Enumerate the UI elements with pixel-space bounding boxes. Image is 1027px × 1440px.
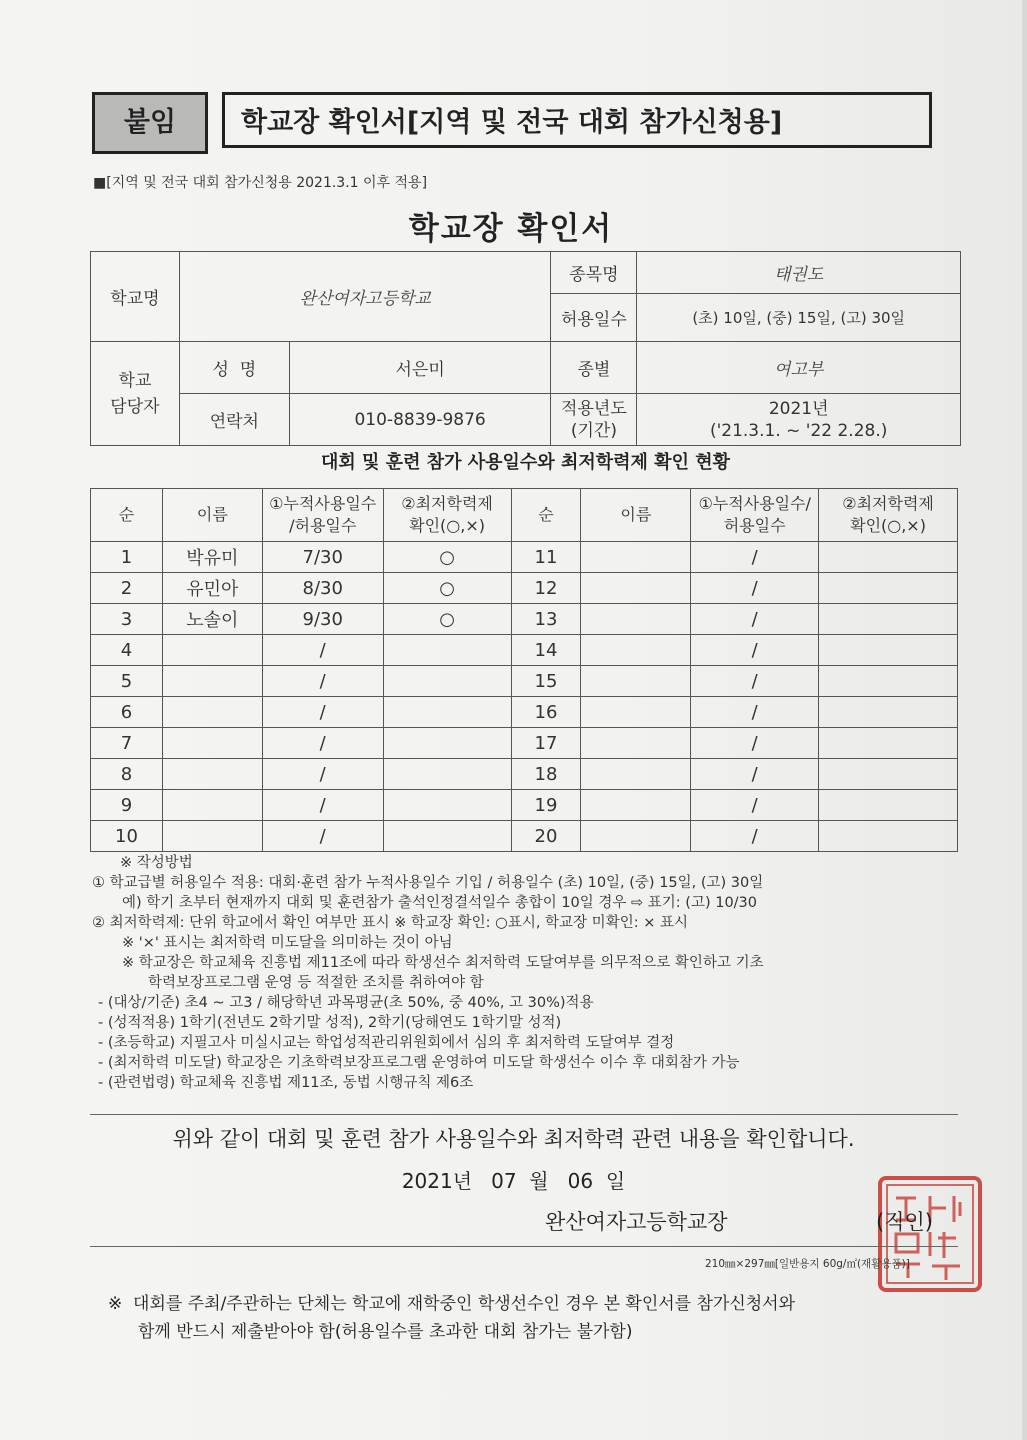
applicability-note: ■[지역 및 전국 대회 참가신청용 2021.3.1 이후 적용] bbox=[93, 175, 428, 191]
table-row bbox=[91, 821, 958, 852]
instructions bbox=[92, 853, 968, 1093]
table-row bbox=[91, 635, 958, 666]
row-number: 14 bbox=[511, 635, 581, 666]
issue-date: 2021년 07 월 06 일 bbox=[401, 1169, 626, 1193]
note-line: 예) 학기 초부터 현재까지 대회 및 훈련참가 출석인정결석일수 총합이 10일 경우 ⇨ 표기: (고) 10/30 bbox=[122, 895, 758, 911]
row-number: 18 bbox=[511, 759, 581, 790]
student-name bbox=[581, 790, 691, 821]
header-no-left: 순 bbox=[91, 489, 163, 542]
manager-label: 학교 담당자 bbox=[91, 342, 180, 446]
student-name bbox=[581, 666, 691, 697]
achievement-check bbox=[819, 790, 958, 821]
row-number: 7 bbox=[91, 728, 163, 759]
student-name: 노솔이 bbox=[162, 604, 262, 635]
days-used: 9/30 bbox=[262, 604, 383, 635]
days-used: 8/30 bbox=[262, 573, 383, 604]
school-name-value: 완산여자고등학교 bbox=[179, 252, 551, 342]
row-number: 9 bbox=[91, 790, 163, 821]
student-name bbox=[581, 697, 691, 728]
achievement-check: ○ bbox=[383, 604, 511, 635]
achievement-check bbox=[819, 604, 958, 635]
achievement-check bbox=[819, 666, 958, 697]
days-used: 7/30 bbox=[262, 542, 383, 573]
section-title: 대회 및 훈련 참가 사용일수와 최저학력제 확인 현황 bbox=[320, 452, 730, 473]
days-used: / bbox=[691, 604, 819, 635]
allowed-days-value: (초) 10일, (중) 15일, (고) 30일 bbox=[637, 294, 961, 342]
days-used: / bbox=[691, 697, 819, 728]
table-row bbox=[91, 790, 958, 821]
row-number: 2 bbox=[91, 573, 163, 604]
seal-label: (직인) bbox=[876, 1210, 933, 1234]
days-used: / bbox=[691, 573, 819, 604]
table-header-row bbox=[91, 489, 958, 542]
allowed-days-label: 허용일수 bbox=[551, 294, 637, 342]
days-used: / bbox=[262, 821, 383, 852]
category-value: 여고부 bbox=[637, 342, 961, 394]
row-number: 6 bbox=[91, 697, 163, 728]
row-number: 10 bbox=[91, 821, 163, 852]
note-line: - (최저학력 미도달) 학교장은 기초학력보장프로그램 운영하여 미도달 학생선수 이수 후 대회참가 가능 bbox=[98, 1055, 740, 1071]
row-number: 15 bbox=[511, 666, 581, 697]
student-name bbox=[581, 759, 691, 790]
header-days-left: ①누적사용일수 /허용일수 bbox=[262, 489, 383, 542]
achievement-check bbox=[819, 821, 958, 852]
student-name bbox=[581, 635, 691, 666]
school-info-table bbox=[90, 251, 961, 446]
note-line: - (성적적용) 1학기(전년도 2학기말 성적), 2학기(당해연도 1학기말 성적) bbox=[98, 1015, 562, 1031]
header-check-right: ②최저학력제 확인(○,×) bbox=[819, 489, 958, 542]
achievement-check bbox=[383, 759, 511, 790]
document-header-title: 학교장 확인서[지역 및 전국 대회 참가신청용] bbox=[222, 92, 932, 148]
student-name: 유민아 bbox=[162, 573, 262, 604]
days-used: / bbox=[691, 759, 819, 790]
achievement-check bbox=[819, 697, 958, 728]
manager-name-label: 성 명 bbox=[179, 342, 289, 394]
note-line: - (관련법령) 학교체육 진흥법 제11조, 동법 시행규칙 제6조 bbox=[98, 1075, 474, 1091]
note-line: ※ 학교장은 학교체육 진흥법 제11조에 따라 학생선수 최저학력 도달여부를 의무적으로 확인하고 기초 bbox=[122, 955, 764, 971]
days-used: / bbox=[262, 697, 383, 728]
achievement-check bbox=[383, 728, 511, 759]
row-number: 12 bbox=[511, 573, 581, 604]
achievement-check: ○ bbox=[383, 573, 511, 604]
days-used: / bbox=[262, 759, 383, 790]
contact-value: 010-8839-9876 bbox=[289, 394, 551, 446]
table-row bbox=[91, 759, 958, 790]
header-no-right: 순 bbox=[511, 489, 581, 542]
row-number: 4 bbox=[91, 635, 163, 666]
days-used: / bbox=[691, 635, 819, 666]
footer-notice bbox=[108, 1290, 795, 1346]
row-number: 8 bbox=[91, 759, 163, 790]
note-line: ① 학교급별 허용일수 적용: 대회·훈련 참가 누적사용일수 기입 / 허용일수 (초) 10일, (중) 15일, (고) 30일 bbox=[92, 875, 764, 891]
header-days-right: ①누적사용일수/ 허용일수 bbox=[691, 489, 819, 542]
table-row bbox=[91, 666, 958, 697]
table-row bbox=[91, 728, 958, 759]
contact-label: 연락처 bbox=[179, 394, 289, 446]
days-used: / bbox=[691, 790, 819, 821]
note-line: ② 최저학력제: 단위 학교에서 확인 여부만 표시 ※ 학교장 확인: ○표시, 학교장 미확인: × 표시 bbox=[92, 915, 688, 931]
row-number: 3 bbox=[91, 604, 163, 635]
row-number: 20 bbox=[511, 821, 581, 852]
student-name bbox=[581, 573, 691, 604]
student-name bbox=[162, 790, 262, 821]
achievement-check bbox=[819, 635, 958, 666]
participation-table bbox=[90, 488, 958, 852]
row-number: 19 bbox=[511, 790, 581, 821]
school-name-label: 학교명 bbox=[91, 252, 180, 342]
note-heading: ※ 작성방법 bbox=[120, 855, 193, 871]
days-used: / bbox=[262, 790, 383, 821]
form-title: 학교장 확인서 bbox=[408, 211, 614, 247]
achievement-check bbox=[819, 542, 958, 573]
principal-name: 완산여자고등학교장 bbox=[545, 1210, 728, 1234]
row-number: 17 bbox=[511, 728, 581, 759]
student-name bbox=[162, 821, 262, 852]
achievement-check bbox=[819, 573, 958, 604]
days-used: / bbox=[262, 666, 383, 697]
student-name bbox=[581, 728, 691, 759]
header-check-left: ②최저학력제 확인(○,×) bbox=[383, 489, 511, 542]
note-line: ※ '×' 표시는 최저학력 미도달을 의미하는 것이 아님 bbox=[122, 935, 453, 951]
footer-line: ※ 대회를 주최/주관하는 단체는 학교에 재학중인 학생선수인 경우 본 확인서를 참가신청서와 bbox=[108, 1294, 796, 1314]
table-row bbox=[91, 542, 958, 573]
divider bbox=[90, 1114, 958, 1115]
note-line: - (대상/기준) 초4 ~ 고3 / 해당학년 과목평균(초 50%, 중 40%, 고 30%)적용 bbox=[98, 995, 594, 1011]
application-year-label: 적용년도 (기간) bbox=[551, 394, 637, 446]
row-number: 16 bbox=[511, 697, 581, 728]
student-name bbox=[581, 604, 691, 635]
row-number: 5 bbox=[91, 666, 163, 697]
table-row bbox=[91, 697, 958, 728]
days-used: / bbox=[691, 728, 819, 759]
achievement-check bbox=[383, 635, 511, 666]
days-used: / bbox=[262, 728, 383, 759]
header-name-left: 이름 bbox=[162, 489, 262, 542]
student-name bbox=[162, 666, 262, 697]
category-label: 종별 bbox=[551, 342, 637, 394]
achievement-check bbox=[383, 790, 511, 821]
sport-value: 태권도 bbox=[637, 252, 961, 294]
divider bbox=[90, 1246, 958, 1247]
confirmation-statement: 위와 같이 대회 및 훈련 참가 사용일수와 최저학력 관련 내용을 확인합니다. bbox=[172, 1127, 855, 1151]
row-number: 13 bbox=[511, 604, 581, 635]
achievement-check bbox=[819, 759, 958, 790]
student-name bbox=[162, 697, 262, 728]
footer-line: 함께 반드시 제출받아야 함(허용일수를 초과한 대회 참가는 불가함) bbox=[138, 1322, 633, 1342]
row-number: 1 bbox=[91, 542, 163, 573]
achievement-check bbox=[383, 697, 511, 728]
student-name bbox=[581, 542, 691, 573]
note-line: - (초등학교) 지필고사 미실시교는 학업성적관리위원회에서 심의 후 최저학력 도달여부 결정 bbox=[98, 1035, 675, 1051]
paper-spec: 210㎜×297㎜[일반용지 60g/㎡(재활용품)] bbox=[705, 1258, 910, 1270]
achievement-check bbox=[819, 728, 958, 759]
student-name bbox=[162, 635, 262, 666]
achievement-check: ○ bbox=[383, 542, 511, 573]
manager-name-value: 서은미 bbox=[289, 342, 551, 394]
days-used: / bbox=[691, 666, 819, 697]
application-year-value: 2021년 ('21.3.1. ~ '22 2.28.) bbox=[637, 394, 961, 446]
sport-label: 종목명 bbox=[551, 252, 637, 294]
days-used: / bbox=[262, 635, 383, 666]
header-name-right: 이름 bbox=[581, 489, 691, 542]
achievement-check bbox=[383, 666, 511, 697]
attachment-tag: 붙임 bbox=[92, 92, 208, 154]
days-used: / bbox=[691, 542, 819, 573]
days-used: / bbox=[691, 821, 819, 852]
note-line: 학력보장프로그램 운영 등 적절한 조치를 취하여야 함 bbox=[148, 975, 484, 991]
student-name bbox=[581, 821, 691, 852]
student-name bbox=[162, 759, 262, 790]
student-name: 박유미 bbox=[162, 542, 262, 573]
achievement-check bbox=[383, 821, 511, 852]
student-name bbox=[162, 728, 262, 759]
table-row bbox=[91, 604, 958, 635]
row-number: 11 bbox=[511, 542, 581, 573]
table-row bbox=[91, 573, 958, 604]
